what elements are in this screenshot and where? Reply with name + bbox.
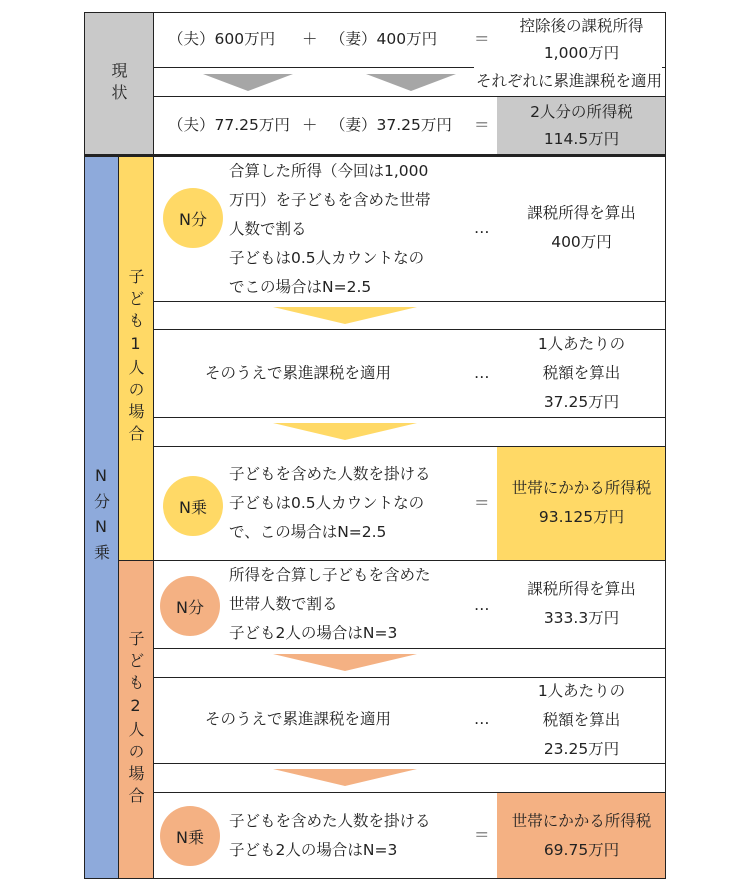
case2-step2-ellipsis: …: [474, 710, 490, 728]
case1-step3-result-label: 世帯にかかる所得税: [511, 479, 652, 497]
current-arrow-note: それぞれに累進課税を適用: [474, 67, 662, 96]
current-total-tax-label: 2人分の所得税: [530, 102, 633, 121]
case1-n-multiply-badge: N乗: [163, 476, 223, 536]
case1-n-divide-badge: N分: [163, 188, 223, 248]
case1-step2-result-value: 37.25万円: [543, 392, 620, 411]
current-arrow-husband: [203, 74, 293, 91]
case2-step1-line-3: 子ども2人の場合はN=3: [229, 624, 398, 642]
case1-step3-line-1: 子どもを含めた人数を掛ける: [229, 465, 431, 483]
case2-step3-result: [497, 792, 666, 879]
case1-step3-equals: ＝: [474, 494, 490, 512]
current-arrow-wife: [366, 74, 456, 91]
current-equals-1: ＝: [474, 30, 490, 48]
case2-step3-line-2: 子ども2人の場合はN=3: [229, 841, 398, 859]
case1-step1-text: [229, 157, 431, 302]
current-taxable-income-label: 控除後の課税所得: [519, 16, 644, 35]
current-husband-income: （夫）600万円: [168, 30, 276, 48]
case2-step1-line-1: 所得を合算し子どもを含めた: [229, 566, 431, 584]
case2-step2-result-value: 23.25万円: [543, 739, 620, 758]
case2-step3-result-value: 69.75万円: [543, 840, 620, 859]
case1-step3-result-value: 93.125万円: [538, 508, 625, 526]
case1-step2-ellipsis: …: [474, 364, 490, 382]
case1-step1-result-label: 課税所得を算出: [527, 204, 636, 222]
case1-step1-line-1: 合算した所得（今回は1,000: [229, 162, 429, 180]
current-wife-tax: （妻）37.25万円: [330, 116, 452, 134]
case2-step2-text: そのうえで累進課税を適用: [205, 710, 392, 728]
case2-step1-result-value: 333.3万円: [543, 609, 620, 627]
case1-step2-result: [497, 329, 666, 417]
case2-step3-result-label: 世帯にかかる所得税: [511, 811, 652, 830]
case1-step2-text: そのうえで累進課税を適用: [205, 364, 392, 382]
current-taxable-income-value: 1,000万円: [543, 43, 620, 62]
case2-step2-result: [497, 677, 666, 763]
case2-step1-line-2: 世帯人数で割る: [229, 595, 338, 613]
current-plus-2: ＋: [302, 116, 318, 134]
current-taxable-income: [497, 12, 666, 67]
case1-step3-text: [229, 460, 431, 547]
case1-step1-line-3: 人数で割る: [229, 220, 307, 238]
case2-step1-text: [229, 561, 431, 648]
current-wife-income: （妻）400万円: [330, 30, 438, 48]
case1-step1-line-4: 子どもは0.5人カウントなの: [229, 249, 425, 267]
case2-step3-text: [229, 807, 431, 865]
current-label: 現状: [109, 61, 128, 106]
case1-arrow-1: [273, 307, 417, 324]
case2-step2-result-line-1: 1人あたりの: [537, 681, 626, 700]
case1-step1-result: [497, 155, 666, 301]
current-total-tax-value: 114.5万円: [543, 129, 620, 148]
current-total-tax: [497, 96, 666, 155]
case2-arrow-1: [273, 654, 417, 671]
current-plus-1: ＋: [302, 30, 318, 48]
case2-step1-result: [497, 560, 666, 648]
case1-step3-line-3: で、この場合はN=2.5: [229, 523, 387, 541]
case2-n-divide-badge: N分: [160, 576, 220, 636]
case1-step2-result-line-2: 税額を算出: [542, 363, 621, 382]
case1-arrow-2: [273, 423, 417, 440]
case2-step3-line-1: 子どもを含めた人数を掛ける: [229, 812, 431, 830]
case1-step1-line-2: 万円）を子どもを含めた世帯: [229, 191, 431, 209]
case1-step3-line-2: 子どもは0.5人カウントなの: [229, 494, 425, 512]
case2-n-multiply-badge: N乗: [160, 806, 220, 866]
case2-step3-equals: ＝: [474, 826, 490, 844]
case2-step1-ellipsis: …: [474, 596, 490, 614]
current-equals-2: ＝: [474, 116, 490, 134]
case1-step1-ellipsis: …: [474, 219, 490, 237]
current-husband-tax: （夫）77.25万円: [168, 116, 290, 134]
case1-step2-result-line-1: 1人あたりの: [537, 334, 626, 353]
case1-step3-result: [497, 446, 666, 560]
case1-step1-result-value: 400万円: [551, 233, 612, 251]
case1-step1-line-5: でこの場合はN=2.5: [229, 278, 372, 296]
case1-label: 子ども1人の場合: [126, 268, 145, 447]
case2-label: 子ども2人の場合: [126, 630, 145, 809]
case2-step2-result-line-2: 税額を算出: [542, 710, 621, 729]
case2-arrow-2: [273, 769, 417, 786]
case2-step1-result-label: 課税所得を算出: [527, 580, 636, 598]
nn-label: N分N乗: [91, 466, 111, 568]
